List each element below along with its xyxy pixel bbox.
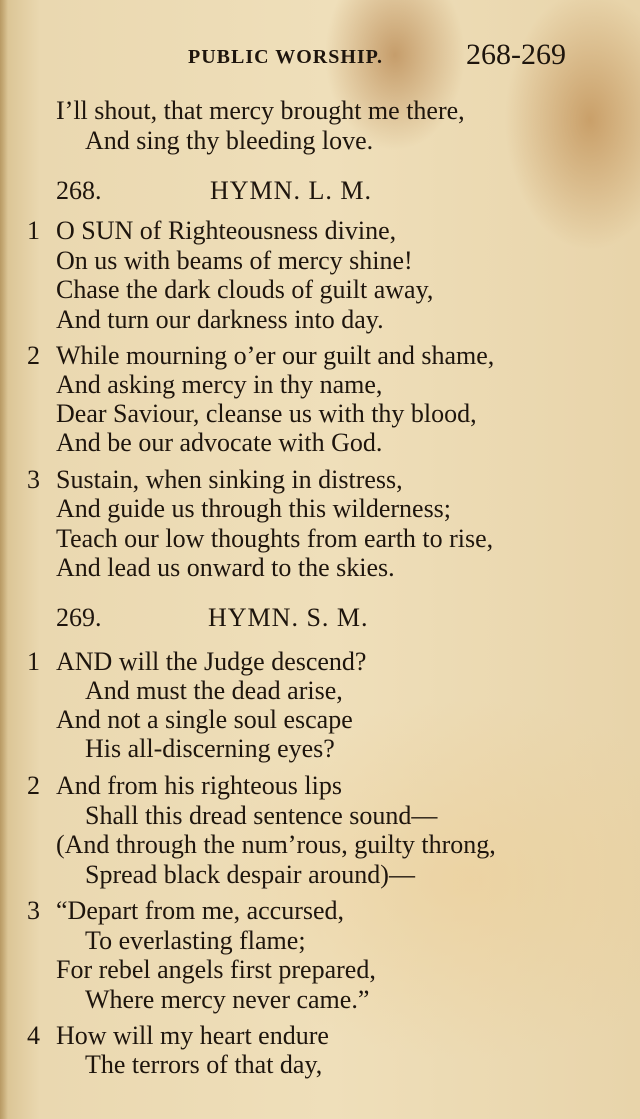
verse-line: Dear Saviour, cleanse us with thy blood,: [56, 399, 477, 428]
verse-line: Shall this dread sentence sound—: [85, 801, 438, 830]
verse-number: 1: [27, 216, 40, 245]
verse-number: 2: [27, 771, 40, 800]
verse-line: Spread black despair around)—: [85, 860, 415, 889]
verse-line: And from his righteous lips: [56, 771, 342, 800]
verse-number: 1: [27, 647, 40, 676]
verse-line: His all-discerning eyes?: [85, 734, 335, 763]
verse-line: O SUN of Righteousness divine,: [56, 216, 397, 245]
hymn-meter-title: HYMN. L. M.: [210, 176, 372, 205]
verse-line: And lead us onward to the skies.: [56, 553, 395, 582]
verse-line: Sustain, when sinking in distress,: [56, 465, 403, 494]
verse-line: And guide us through this wilderness;: [56, 494, 452, 523]
verse-number: 3: [27, 896, 40, 925]
verse-number: 2: [27, 341, 40, 370]
verse-line: And be our advocate with God.: [56, 428, 383, 457]
verse-line: (And through the num’rous, guilty throng,: [56, 830, 496, 859]
continuation-line: And sing thy bleeding love.: [85, 126, 374, 155]
verse-line: AND will the Judge descend?: [56, 647, 367, 676]
verse-line: On us with beams of mercy shine!: [56, 246, 413, 275]
verse-line: Where mercy never came.”: [85, 985, 370, 1014]
verse-line: Chase the dark clouds of guilt away,: [56, 275, 434, 304]
hymn-number: 268.: [56, 176, 102, 205]
verse-line: And must the dead arise,: [85, 676, 343, 705]
verse-line: And not a single soul escape: [56, 705, 353, 734]
verse-line: Teach our low thoughts from earth to rise,: [56, 524, 494, 553]
verse-line: While mourning o’er our guilt and shame,: [56, 341, 495, 370]
verse-number: 4: [27, 1021, 40, 1050]
running-header-page-numbers: 268-269: [466, 38, 566, 71]
verse-line: The terrors of that day,: [85, 1050, 323, 1079]
hymn-number: 269.: [56, 603, 102, 632]
continuation-line: I’ll shout, that mercy brought me there,: [56, 96, 465, 125]
hymn-meter-title: HYMN. S. M.: [208, 603, 369, 632]
verse-line: How will my heart endure: [56, 1021, 329, 1050]
page-edge-shadow: [0, 0, 8, 1119]
verse-line: “Depart from me, accursed,: [56, 896, 345, 925]
verse-line: For rebel angels first prepared,: [56, 955, 376, 984]
verse-line: And turn our darkness into day.: [56, 305, 384, 334]
verse-line: To everlasting flame;: [85, 926, 306, 955]
verse-number: 3: [27, 465, 40, 494]
running-header-title: PUBLIC WORSHIP.: [188, 46, 384, 68]
verse-line: And asking mercy in thy name,: [56, 370, 383, 399]
